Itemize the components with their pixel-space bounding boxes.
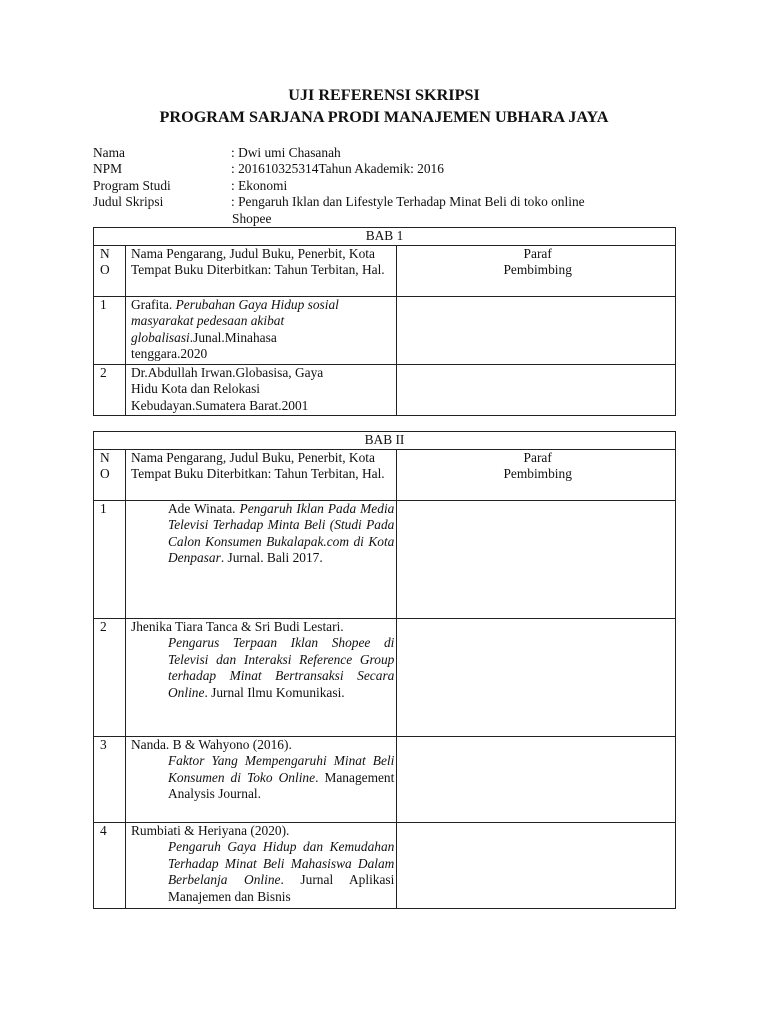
reference-source: .Junal.Minahasa xyxy=(189,329,277,345)
bab1-table xyxy=(93,227,676,416)
judul-value xyxy=(231,194,671,227)
paraf-cell xyxy=(397,823,676,909)
reference-title-line2: masyarakat pedesaan akibat xyxy=(130,313,285,329)
bab1-title: BAB 1 xyxy=(94,228,676,246)
paraf-cell xyxy=(397,297,676,365)
bab2-header-no-1: N xyxy=(100,450,110,465)
bab1-header-paraf xyxy=(397,246,676,297)
row-number: 1 xyxy=(94,297,126,365)
reference-title: Pengaruh Gaya Hidup dan Kemudahan Terhadap Minat Beli Mahasiswa Dalam Berbelanja Online xyxy=(167,839,395,888)
table-row xyxy=(94,297,676,365)
reference-entry xyxy=(125,823,396,909)
judul-label: Judul Skripsi xyxy=(93,194,164,210)
reference-author-text: Nanda. B & Wahyono (2016). xyxy=(130,737,292,752)
row-number: 4 xyxy=(94,823,126,909)
prodi-value: : Ekonomi xyxy=(231,177,288,193)
bab1-header-paraf-1: Paraf xyxy=(523,246,552,261)
nama-value: : Dwi umi Chasanah xyxy=(231,145,341,160)
reference-author: Grafita. xyxy=(130,297,176,312)
bab1-header-no-2: O xyxy=(100,262,110,278)
reference-line3: Kebudayan.Sumatera Barat.2001 xyxy=(130,397,309,413)
row-number: 2 xyxy=(94,619,126,737)
reference-source: . Jurnal Ilmu Komunikasi. xyxy=(204,684,345,700)
info-row-nama xyxy=(93,145,673,161)
reference-line1: Dr.Abdullah Irwan.Globasisa, Gaya xyxy=(130,365,324,380)
bab2-header-ref: Nama Pengarang, Judul Buku, Penerbit, Kota Tempat Buku Diterbitkan: Tahun Terbitan, Hal. xyxy=(125,450,396,501)
reference-entry xyxy=(125,619,396,737)
reference-author-text: Rumbiati & Heriyana (2020). xyxy=(130,823,290,838)
reference-text xyxy=(131,501,394,567)
prodi-label: Program Studi xyxy=(93,177,171,193)
table-row xyxy=(94,619,676,737)
reference-author xyxy=(131,737,394,753)
bab2-table xyxy=(93,431,676,909)
row-number: 3 xyxy=(94,737,126,823)
info-row-prodi xyxy=(93,178,673,194)
reference-entry xyxy=(125,365,396,416)
student-info xyxy=(93,145,673,226)
bab1-header-paraf-2: Pembimbing xyxy=(503,262,572,278)
reference-text xyxy=(131,753,394,802)
judul-value-line1: : Pengaruh Iklan dan Lifestyle Terhadap Minat Beli di toko online xyxy=(231,194,585,210)
bab2-header-paraf-1: Paraf xyxy=(523,450,552,465)
bab2-header-no xyxy=(94,450,126,501)
document-title: UJI REFERENSI SKRIPSI xyxy=(288,86,480,104)
document-subtitle: PROGRAM SARJANA PRODI MANAJEMEN UBHARA JAYA xyxy=(159,108,609,126)
reference-title-line3: globalisasi xyxy=(130,329,190,345)
reference-source: . Management Analysis Journal. xyxy=(167,769,395,802)
reference-author: Jhenika Tiara Tanca & Sri Budi Lestari. xyxy=(130,619,344,634)
table-row xyxy=(94,365,676,416)
bab2-header-no-2: O xyxy=(100,466,110,482)
info-row-judul xyxy=(93,194,673,226)
table-row xyxy=(94,737,676,823)
npm-label: NPM xyxy=(93,161,123,177)
reference-title: Pengaruh Iklan Pada Media Televisi Terhadap Minta Beli (Studi Pada Calon Konsumen Bukalapak.com di Kota Denpasar xyxy=(167,501,395,566)
reference-entry xyxy=(125,737,396,823)
reference-source: . Jurnal. Bali 2017. xyxy=(220,550,323,566)
paraf-cell xyxy=(397,501,676,619)
npm-value: : 201610325314Tahun Akademik: 2016 xyxy=(231,161,444,177)
reference-entry xyxy=(125,297,396,365)
reference-entry xyxy=(125,501,396,619)
judul-value-line2: Shopee xyxy=(232,210,272,226)
reference-text xyxy=(131,839,394,905)
paraf-cell xyxy=(397,737,676,823)
info-row-npm xyxy=(93,161,673,177)
paraf-cell xyxy=(397,619,676,737)
bab1-header-no-1: N xyxy=(100,246,110,261)
reference-year: tenggara.2020 xyxy=(130,346,208,362)
reference-text xyxy=(131,635,394,701)
paraf-cell xyxy=(397,365,676,416)
reference-author: Ade Winata. xyxy=(167,501,240,516)
reference-author xyxy=(131,823,394,839)
nama-label: Nama xyxy=(93,145,125,160)
reference-source: . Jurnal Aplikasi Manajemen dan Bisnis xyxy=(167,872,395,904)
row-number: 2 xyxy=(94,365,126,416)
reference-title: Faktor Yang Mempengaruhi Minat Beli Konsumen di Toko Online xyxy=(167,753,395,785)
bab1-header-row xyxy=(94,246,676,297)
bab1-header-no xyxy=(94,246,126,297)
bab2-header-paraf xyxy=(397,450,676,501)
reference-line2: Hidu Kota dan Relokasi xyxy=(130,381,261,397)
table-row xyxy=(94,501,676,619)
bab2-header-paraf-2: Pembimbing xyxy=(503,466,572,482)
bab2-title: BAB II xyxy=(94,432,676,450)
reference-title-line1: Perubahan Gaya Hidup sosial xyxy=(175,297,339,312)
row-number: 1 xyxy=(94,501,126,619)
bab2-header-row xyxy=(94,450,676,501)
table-row xyxy=(94,823,676,909)
reference-title: Pengarus Terpaan Iklan Shopee di Televisi dan Interaksi Reference Group terhadap Minat Bertransaksi Secara Online xyxy=(167,635,395,700)
bab1-header-ref: Nama Pengarang, Judul Buku, Penerbit, Kota Tempat Buku Diterbitkan: Tahun Terbitan, Hal. xyxy=(125,246,396,297)
